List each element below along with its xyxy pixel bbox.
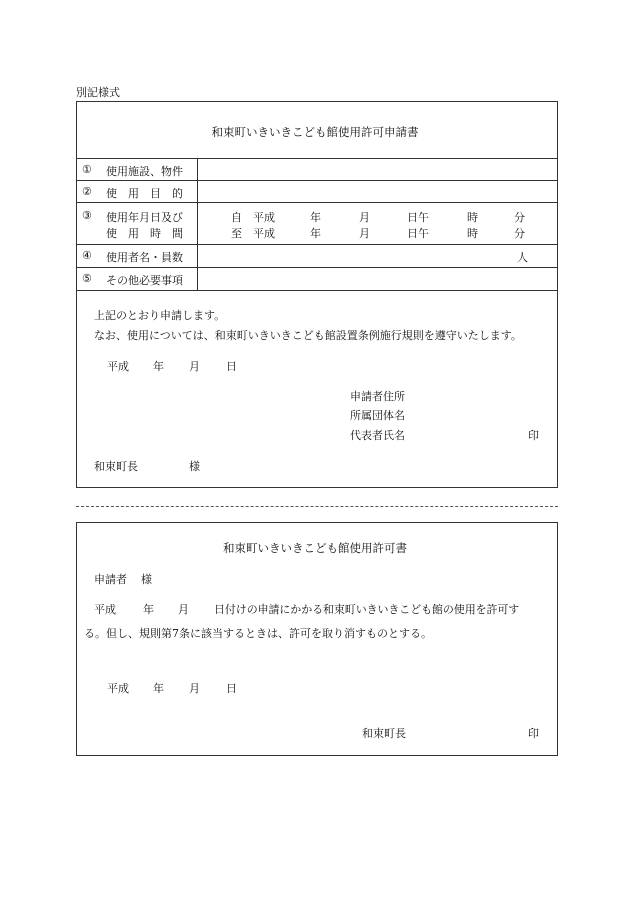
form-label: 別記様式 [76, 86, 120, 99]
from-minute: 分 [514, 211, 525, 224]
from-month: 月 [359, 211, 370, 224]
from-year: 年 [310, 211, 321, 224]
permit-body-line1: 日付けの申請にかかる和束町いきいきこども館の使用を許可す [214, 603, 520, 616]
table-line [76, 158, 558, 159]
app-date-month: 月 [189, 360, 200, 373]
to-prefix: 至 [231, 227, 242, 240]
permit-inline-era: 平成 [94, 603, 116, 616]
permit-inline-year: 年 [143, 603, 154, 616]
users-unit: 人 [517, 251, 528, 264]
row-label-facility: 使用施設、物件 [106, 165, 183, 178]
row-label-other: その他必要事項 [106, 274, 183, 287]
cut-line [76, 506, 558, 507]
to-year: 年 [310, 227, 321, 240]
permit-issuer: 和束町長 [362, 727, 406, 740]
table-line [76, 244, 558, 245]
permit-applicant-honorific: 様 [141, 573, 152, 586]
applicant-group-label: 所属団体名 [350, 409, 405, 422]
app-date-year: 年 [153, 360, 164, 373]
permit-seal: 印 [528, 727, 539, 740]
application-title: 和束町いきいきこども館使用許可申請書 [211, 125, 419, 139]
table-line [76, 180, 558, 181]
table-line [76, 290, 558, 291]
row-label-users: 使用者名・員数 [106, 251, 183, 264]
statement-apply: 上記のとおり申請します。 [94, 309, 226, 322]
permit-date-month: 月 [189, 682, 200, 695]
to-minute: 分 [514, 227, 525, 240]
app-date-day: 日 [226, 360, 237, 373]
to-month: 月 [359, 227, 370, 240]
row-number: ③ [82, 209, 92, 222]
to-day: 日午 [407, 227, 429, 240]
addressee-honorific: 様 [189, 460, 200, 473]
table-line [76, 202, 558, 203]
from-day: 日午 [407, 211, 429, 224]
to-hour: 時 [467, 227, 478, 240]
permit-date-day: 日 [226, 682, 237, 695]
from-prefix: 自 [231, 211, 242, 224]
applicant-address-label: 申請者住所 [350, 390, 405, 403]
row-number: ① [82, 163, 92, 176]
row-number: ② [82, 185, 92, 198]
addressee-name: 和束町長 [94, 460, 138, 473]
row-number: ⑤ [82, 272, 92, 285]
permit-date-era: 平成 [107, 682, 129, 695]
from-hour: 時 [467, 211, 478, 224]
from-era: 平成 [253, 211, 275, 224]
row-label-date: 使用年月日及び [106, 211, 183, 224]
applicant-seal: 印 [528, 429, 539, 442]
permit-inline-month: 月 [178, 603, 189, 616]
table-divider [197, 158, 198, 290]
permit-date-year: 年 [153, 682, 164, 695]
permit-title: 和束町いきいきこども館使用許可書 [223, 541, 407, 555]
applicant-rep-label: 代表者氏名 [350, 429, 405, 442]
permit-applicant-label: 申請者 [94, 573, 127, 586]
to-era: 平成 [253, 227, 275, 240]
row-label-time: 使 用 時 間 [106, 227, 183, 240]
application-form [76, 101, 558, 488]
row-label-purpose: 使 用 目 的 [106, 187, 183, 200]
statement-comply: なお、使用については、和束町いきいきこども館設置条例施行規則を遵守いたします。 [94, 329, 522, 342]
app-date-era: 平成 [107, 360, 129, 373]
table-line [76, 267, 558, 268]
permit-body-line2: る。但し、規則第7条に該当するときは、許可を取り消すものとする。 [84, 627, 432, 640]
row-number: ④ [82, 249, 92, 262]
